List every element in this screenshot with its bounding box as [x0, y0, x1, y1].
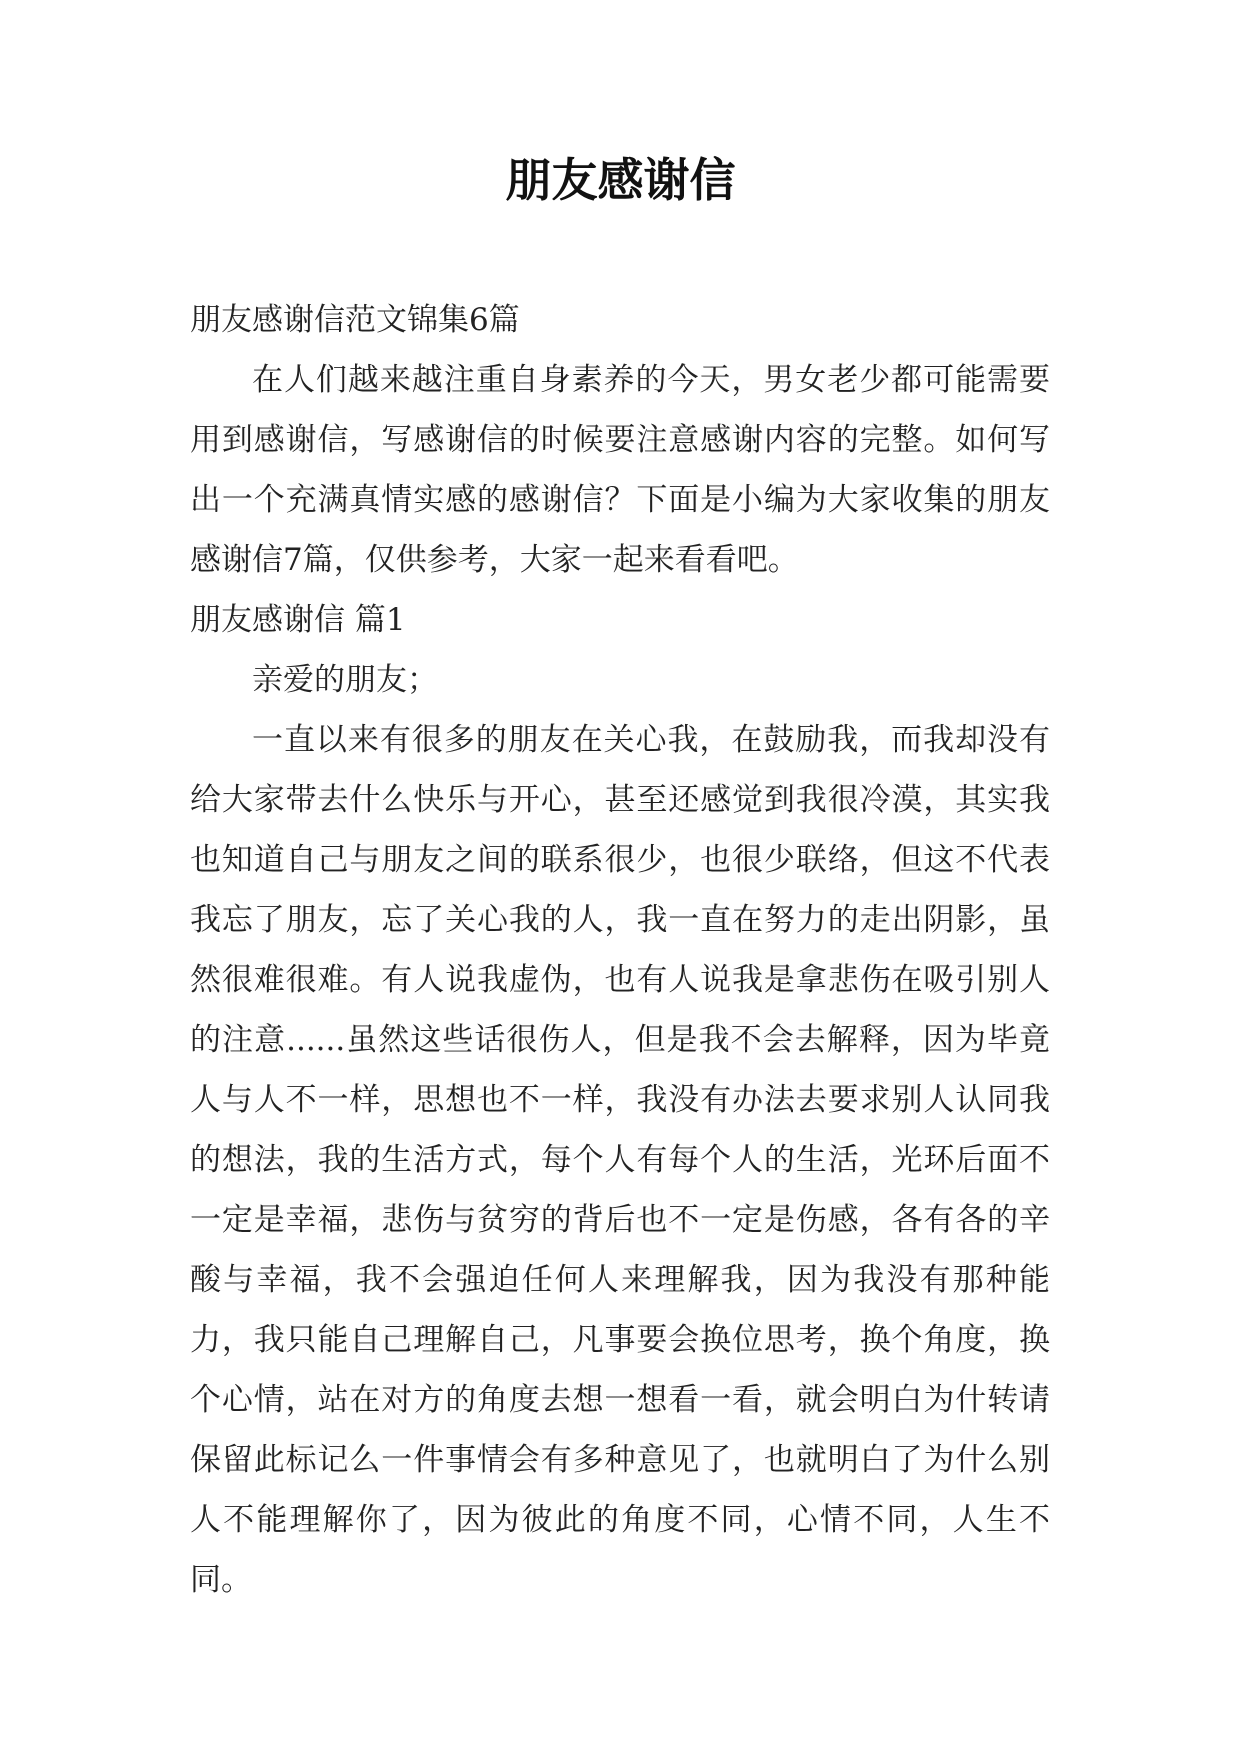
intro-paragraph: 在人们越来越注重自身素养的今天，男女老少都可能需要用到感谢信，写感谢信的时候要注意感谢内容的完整。如何写出一个充满真情实感的感谢信？下面是小编为大家收集的朋友感谢信7篇，仅供参考，大家一起来看看吧。 — [190, 362, 1050, 578]
section-heading: 朋友感谢信 篇1 — [190, 602, 406, 638]
document-title: 朋友感谢信 — [505, 153, 736, 207]
letter-body-paragraph: 一直以来有很多的朋友在关心我，在鼓励我，而我却没有给大家带去什么快乐与开心，甚至还感觉到我很冷漠，其实我也知道自己与朋友之间的联系很少，也很少联络，但这不代表我忘了朋友，忘了关心我的人，我一直在努力的走出阴影，虽然很难很难。有人说我虚伪，也有人说我是拿悲伤在吸引别人的注意......虽然这些话很伤人，但是我不会去解释，因为毕竟人与人不一样，思想也不一样，我没有办法去要求别人认同我的想法，我的生活方式，每个人有每个人的生活，光环后面不一定是幸福，悲伤与贫穷的背后也不一定是伤感，各有各的辛酸与幸福，我不会强迫任何人来理解我，因为我没有那种能力，我只能自己理解自己，凡事要会换位思考，换个角度，换个心情，站在对方的角度去想一想看一看，就会明白为什转请保留此标记么一件事情会有多种意见了，也就明白了为什么别人不能理解你了，因为彼此的角度不同，心情不同，人生不同。 — [190, 722, 1050, 1598]
salutation: 亲爱的朋友； — [252, 662, 438, 698]
document-subtitle: 朋友感谢信范文锦集6篇 — [190, 302, 520, 338]
document-body — [190, 290, 1050, 1610]
